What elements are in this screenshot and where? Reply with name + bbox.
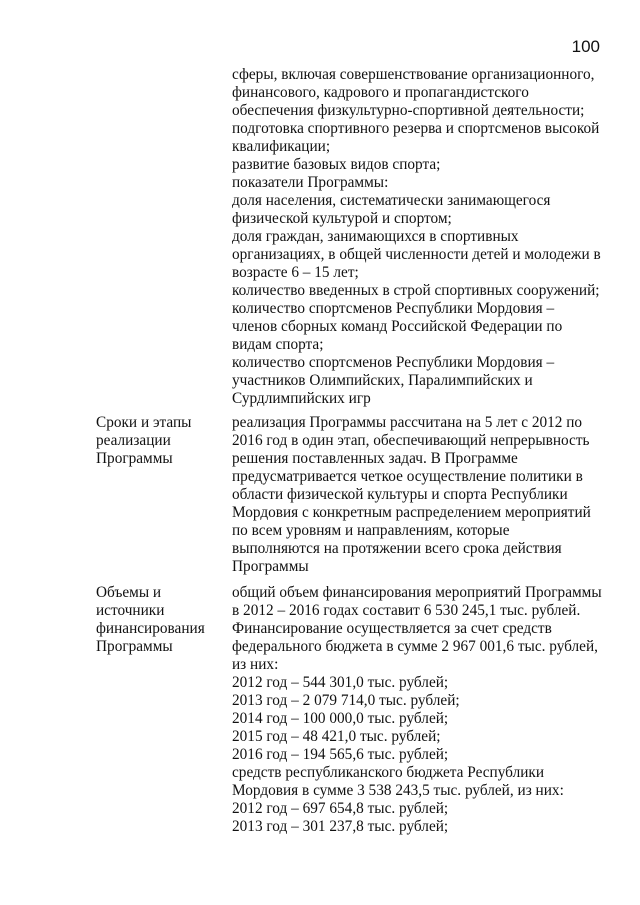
section-body-line: 2014 год – 100 000,0 тыс. рублей; <box>232 710 449 727</box>
section-label-line: Объемы и <box>96 584 162 601</box>
section-body-line: выполняются на протяжении всего срока действия <box>232 540 562 557</box>
section-body-line: Мордовия с конкретным распределением мероприятий <box>232 504 591 521</box>
section-label-line: Программы <box>96 638 173 655</box>
section-body-line: 2016 год – 194 565,6 тыс. рублей; <box>232 746 449 763</box>
section-body-line: 2013 год – 2 079 714,0 тыс. рублей; <box>232 692 460 709</box>
section-body-line: физической культурой и спортом; <box>232 210 452 227</box>
page-number: 100 <box>571 37 600 56</box>
section-label-line: Программы <box>96 450 173 467</box>
section-body-line: количество спортсменов Республики Мордовия – <box>232 354 555 371</box>
section-body-line: подготовка спортивного резерва и спортсменов высокой <box>232 120 600 137</box>
section-body-line: развитие базовых видов спорта; <box>232 156 441 173</box>
section-body-line: 2012 год – 697 654,8 тыс. рублей; <box>232 800 449 817</box>
section-body-line: 2015 год – 48 421,0 тыс. рублей; <box>232 728 441 745</box>
section-body-line: финансового, кадрового и пропагандистского <box>232 84 529 101</box>
section-body-line: федерального бюджета в сумме 2 967 001,6 тыс. рублей, <box>232 638 598 655</box>
section-label-line: реализации <box>96 432 171 449</box>
section-body-line: видам спорта; <box>232 336 324 353</box>
section-body-line: общий объем финансирования мероприятий Программы <box>232 584 602 601</box>
section-body-line: сферы, включая совершенствование организационного, <box>232 66 595 83</box>
section-body-line: обеспечения физкультурно-спортивной деятельности; <box>232 102 585 119</box>
section-body-line: количество введенных в строй спортивных сооружений; <box>232 282 600 299</box>
section-body-line: в 2012 – 2016 годах составит 6 530 245,1 тыс. рублей. <box>232 602 581 619</box>
section-body-line: Программы <box>232 558 309 575</box>
section-body-line: по всем уровням и направлениям, которые <box>232 522 510 539</box>
section-body-line: из них: <box>232 656 279 673</box>
section-body-line: Сурдлимпийских игр <box>232 390 371 407</box>
section-body-line: предусматривается четкое осуществление политики в <box>232 468 583 485</box>
section-body-line: доля населения, систематически занимающегося <box>232 192 551 209</box>
section-body-line: 2013 год – 301 237,8 тыс. рублей; <box>232 818 449 835</box>
section-body-line: 2016 год в один этап, обеспечивающий непрерывность <box>232 432 590 449</box>
section-body-line: Финансирование осуществляется за счет средств <box>232 620 552 637</box>
section-body-line: области физической культуры и спорта Республики <box>232 486 568 503</box>
section-body-line: 2012 год – 544 301,0 тыс. рублей; <box>232 674 449 691</box>
section-label-line: источники <box>96 602 165 619</box>
section-body-line: Мордовия в сумме 3 538 243,5 тыс. рублей, из них: <box>232 782 564 799</box>
section-body-line: членов сборных команд Российской Федерации по <box>232 318 563 335</box>
section-body-line: квалификации; <box>232 138 331 155</box>
section-body-line: количество спортсменов Республики Мордовия – <box>232 300 555 317</box>
section-label-line: финансирования <box>96 620 205 637</box>
section-body-line: средств республиканского бюджета Республики <box>232 764 545 781</box>
section-label-line: Сроки и этапы <box>96 414 192 431</box>
section-body-line: организациях, в общей численности детей и молодежи в <box>232 246 601 263</box>
section-body-line: показатели Программы: <box>232 174 389 191</box>
section-body-line: возрасте 6 – 15 лет; <box>232 264 359 281</box>
section-body-line: решения поставленных задач. В Программе <box>232 450 518 467</box>
section-body-line: доля граждан, занимающихся в спортивных <box>232 228 519 245</box>
section-body-line: участников Олимпийских, Паралимпийских и <box>232 372 533 389</box>
section-body-line: реализация Программы рассчитана на 5 лет с 2012 по <box>232 414 583 431</box>
